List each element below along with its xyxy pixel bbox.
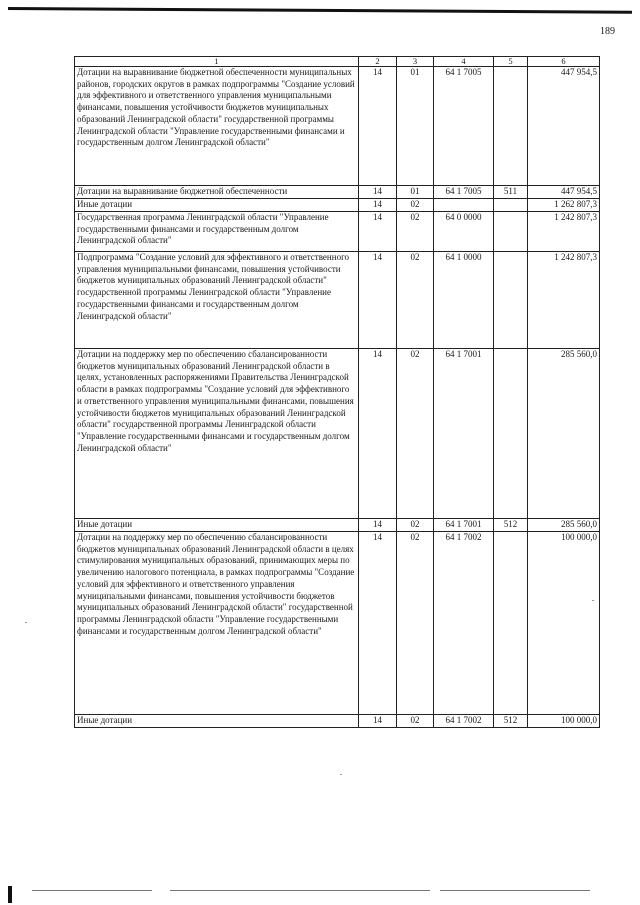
row-section: 14 (359, 212, 397, 252)
table-row (75, 186, 600, 199)
row-name: Государственная программа Ленинградской области "Управление государственными финансами и государственным долгом Ленинградской области" (75, 212, 359, 252)
row-expense-type (494, 199, 528, 212)
row-amount: 1 242 807,3 (528, 212, 600, 252)
scan-artifact-line (32, 890, 152, 891)
row-name: Иные дотации (75, 715, 359, 728)
row-expense-type: 512 (494, 519, 528, 532)
row-name: Иные дотации (75, 519, 359, 532)
row-section: 14 (359, 186, 397, 199)
row-target-article: 64 1 7002 (434, 715, 494, 728)
row-subsection: 02 (397, 715, 434, 728)
table-row (75, 67, 600, 186)
table-row (75, 349, 600, 519)
header-cell-section: 2 (359, 57, 397, 67)
scan-artifact-line (440, 890, 590, 891)
row-amount: 447 954,5 (528, 186, 600, 199)
budget-table (74, 56, 600, 728)
scan-speck (340, 774, 342, 775)
row-subsection: 02 (397, 532, 434, 715)
row-target-article: 64 1 7001 (434, 349, 494, 519)
row-target-article: 64 1 7005 (434, 186, 494, 199)
scan-artifact-line (170, 890, 430, 891)
header-cell-subsection: 3 (397, 57, 434, 67)
row-target-article: 64 1 7005 (434, 67, 494, 186)
row-name: Дотации на поддержку мер по обеспечению сбалансированности бюджетов муниципальных образований Ленинградской области в целях стимулирования муниципальных образований, принимающих меры по увеличению налогового потенциала, в рамках подпрограммы "Создание условий для эффективного и ответственного управления муниципальными финансами, повышения устойчивости бюджетов муниципальных образований Ленинградской области" государственной программы Ленинградской области "Управление государственными финансами и государственным долгом Ленинградской области" (75, 532, 359, 715)
row-section: 14 (359, 349, 397, 519)
table-row (75, 199, 600, 212)
scan-speck (592, 600, 594, 601)
row-amount: 100 000,0 (528, 715, 600, 728)
table-header-row (75, 57, 600, 67)
header-cell-expense-type: 5 (494, 57, 528, 67)
row-section: 14 (359, 252, 397, 349)
row-amount: 285 560,0 (528, 349, 600, 519)
table-row (75, 532, 600, 715)
row-target-article: 64 1 7001 (434, 519, 494, 532)
row-subsection: 02 (397, 212, 434, 252)
row-expense-type: 512 (494, 715, 528, 728)
row-amount: 285 560,0 (528, 519, 600, 532)
row-name: Иные дотации (75, 199, 359, 212)
row-section: 14 (359, 199, 397, 212)
row-section: 14 (359, 519, 397, 532)
row-expense-type (494, 67, 528, 186)
row-name: Дотации на поддержку мер по обеспечению сбалансированности бюджетов муниципальных образований Ленинградской области в целях, установленных распоряжениями Правительства Ленинградской области в рамках подпрограммы "Создание условий для эффективного и ответственного управления муниципальными финансами, повышения устойчивости бюджетов муниципальных образований Ленинградской области" государственной программы Ленинградской области "Управление государственными финансами и государственным долгом Ленинградской области" (75, 349, 359, 519)
row-subsection: 02 (397, 252, 434, 349)
table-row (75, 212, 600, 252)
row-target-article: 64 1 0000 (434, 252, 494, 349)
row-target-article (434, 199, 494, 212)
row-subsection: 02 (397, 199, 434, 212)
top-border-rule (8, 7, 632, 14)
table-row (75, 252, 600, 349)
page-number: 189 (600, 26, 615, 37)
header-cell-name: 1 (75, 57, 359, 67)
row-expense-type (494, 252, 528, 349)
row-amount: 447 954,5 (528, 67, 600, 186)
row-subsection: 01 (397, 67, 434, 186)
row-amount: 100 000,0 (528, 532, 600, 715)
table-row (75, 715, 600, 728)
row-subsection: 02 (397, 349, 434, 519)
row-section: 14 (359, 67, 397, 186)
row-subsection: 01 (397, 186, 434, 199)
header-cell-target-article: 4 (434, 57, 494, 67)
row-section: 14 (359, 715, 397, 728)
header-cell-amount: 6 (528, 57, 600, 67)
row-amount: 1 262 807,3 (528, 199, 600, 212)
row-subsection: 02 (397, 519, 434, 532)
row-name: Дотации на выравнивание бюджетной обеспеченности (75, 186, 359, 199)
row-amount: 1 242 807,3 (528, 252, 600, 349)
scan-edge-mark (8, 886, 12, 903)
row-section: 14 (359, 532, 397, 715)
row-expense-type (494, 532, 528, 715)
row-name: Дотации на выравнивание бюджетной обеспеченности муниципальных районов, городских округов в рамках подпрограммы "Создание условий для эффективного и ответственного управления муниципальными финансами, повышения устойчивости бюджетов муниципальных образований Ленинградской области" государственной программы Ленинградской области "Управление государственными финансами и государственным долгом Ленинградской области" (75, 67, 359, 186)
table-row (75, 519, 600, 532)
scan-speck (25, 622, 27, 623)
row-target-article: 64 0 0000 (434, 212, 494, 252)
row-expense-type (494, 349, 528, 519)
row-expense-type (494, 212, 528, 252)
row-name: Подпрограмма "Создание условий для эффективного и ответственного управления муниципальными финансами, повышения устойчивости бюджетов муниципальных образований Ленинградской области" государственной программы Ленинградской области "Управление государственными финансами и государственным долгом Ленинградской области" (75, 252, 359, 349)
row-target-article: 64 1 7002 (434, 532, 494, 715)
row-expense-type: 511 (494, 186, 528, 199)
